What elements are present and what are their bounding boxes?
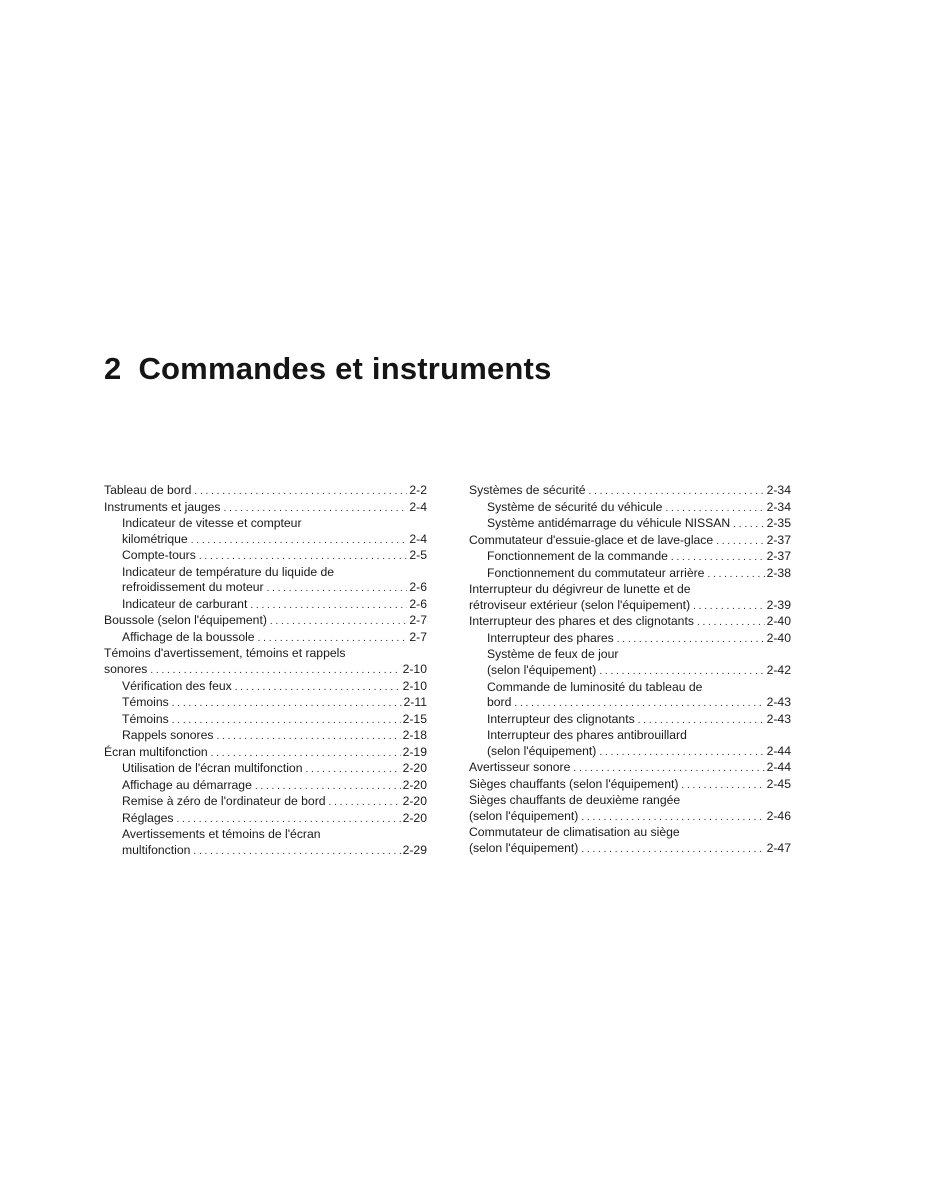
- dot-leader: [599, 744, 764, 761]
- toc-entry[interactable]: [469, 825, 791, 857]
- toc-page-number: 2-7: [409, 613, 427, 628]
- toc-entry-title: Interrupteur des phares antibrouillard: [487, 728, 687, 743]
- toc-page-number: 2-5: [409, 548, 427, 563]
- toc-entry[interactable]: [469, 483, 791, 500]
- toc-entry-title: multifonction: [122, 843, 191, 858]
- toc-entry-line: [487, 663, 791, 680]
- dot-leader: [194, 483, 407, 500]
- dot-leader: [191, 532, 408, 549]
- toc-entry-title: Fonctionnement de la commande: [487, 549, 668, 564]
- toc-page-number: 2-20: [402, 810, 427, 825]
- toc-entry-title: Témoins d'avertissement, témoins et rappels: [104, 646, 346, 661]
- toc-entry-title: Compte-tours: [122, 548, 196, 563]
- toc-entry[interactable]: [469, 614, 791, 631]
- toc-page-number: 2-34: [766, 499, 791, 514]
- toc-entry-line: [487, 695, 791, 712]
- toc-entry-title: Vérification des feux: [122, 678, 232, 693]
- dot-leader: [258, 630, 408, 647]
- toc-entry-title: Réglages: [122, 810, 174, 825]
- toc-entry-line: [469, 841, 791, 858]
- dot-leader: [172, 712, 401, 729]
- toc-entry-line: [122, 565, 427, 581]
- toc-entry-line: [104, 745, 427, 762]
- toc-entry[interactable]: [469, 533, 791, 550]
- toc-page-number: 2-6: [409, 596, 427, 611]
- dot-leader: [573, 760, 764, 777]
- dot-leader: [224, 500, 408, 517]
- toc-entry-title: Témoins: [122, 695, 169, 710]
- toc-entry[interactable]: [469, 777, 791, 794]
- toc-entry-title: (selon l'équipement): [487, 663, 597, 678]
- toc-subentry[interactable]: [469, 680, 791, 712]
- dot-leader: [514, 695, 764, 712]
- toc-entry-line: [487, 516, 791, 533]
- chapter-title: [104, 351, 552, 387]
- toc-entry-line: [122, 580, 427, 597]
- toc-entry-line: [122, 778, 427, 795]
- toc-entry-title: Système de feux de jour: [487, 647, 619, 662]
- toc-entry-line: [104, 646, 427, 662]
- toc-entry-title: Interrupteur des phares et des clignotants: [469, 614, 694, 629]
- toc-page-number: 2-37: [766, 549, 791, 564]
- toc-subentry[interactable]: [469, 728, 791, 760]
- toc-subentry[interactable]: [104, 679, 427, 696]
- toc-entry-line: [122, 695, 427, 712]
- toc-entry-line: [122, 827, 427, 843]
- dot-leader: [707, 566, 764, 583]
- toc-entry-title: Tableau de bord: [104, 483, 192, 497]
- toc-entry-line: [104, 662, 427, 679]
- toc-entry-title: bord: [487, 695, 512, 710]
- toc-entry-line: [487, 744, 791, 761]
- toc-entry-line: [469, 760, 791, 777]
- toc-page-number: 2-34: [766, 483, 791, 497]
- dot-leader: [665, 500, 764, 517]
- toc-subentry[interactable]: [469, 566, 791, 583]
- toc-page-number: 2-11: [403, 695, 427, 710]
- dot-leader: [255, 778, 401, 795]
- toc-entry-line: [122, 679, 427, 696]
- toc-entry-line: [122, 516, 427, 532]
- dot-leader: [716, 533, 764, 550]
- toc-subentry[interactable]: [104, 794, 427, 811]
- dot-leader: [693, 598, 764, 615]
- chapter-number: 2: [104, 351, 122, 386]
- toc-entry-title: Commutateur de climatisation au siège: [469, 825, 680, 840]
- dot-leader: [581, 841, 764, 858]
- dot-leader: [250, 597, 407, 614]
- toc-entry[interactable]: [104, 613, 427, 630]
- dot-leader: [211, 745, 401, 762]
- toc-subentry[interactable]: [469, 549, 791, 566]
- toc-subentry[interactable]: [469, 712, 791, 729]
- toc-entry-title: Affichage de la boussole: [122, 629, 255, 644]
- toc-entry-title: Affichage au démarrage: [122, 777, 252, 792]
- toc-entry-line: [469, 582, 791, 598]
- chapter-title-text: Commandes et instruments: [138, 351, 552, 386]
- dot-leader: [638, 712, 765, 729]
- toc-subentry[interactable]: [104, 827, 427, 859]
- toc-entry-line: [104, 613, 427, 630]
- toc-page-number: 2-4: [409, 531, 427, 546]
- toc-entry-title: Interrupteur des phares: [487, 630, 614, 645]
- toc-page-number: 2-20: [402, 777, 427, 792]
- dot-leader: [199, 548, 408, 565]
- dot-leader: [193, 843, 400, 860]
- toc-entry-line: [122, 712, 427, 729]
- toc-entry-title: Rappels sonores: [122, 728, 214, 743]
- dot-leader: [697, 614, 765, 631]
- dot-leader: [172, 695, 402, 712]
- toc-page-number: 2-29: [402, 843, 427, 858]
- toc-entry[interactable]: [104, 500, 427, 517]
- toc-entry-line: [104, 500, 427, 517]
- toc-entry-title: Avertissements et témoins de l'écran: [122, 827, 321, 842]
- toc-subentry[interactable]: [104, 778, 427, 795]
- toc-entry-title: kilométrique: [122, 531, 188, 546]
- toc-page-number: 2-43: [766, 695, 791, 710]
- toc-entry-title: refroidissement du moteur: [122, 580, 264, 595]
- toc-page-number: 2-4: [409, 499, 427, 514]
- toc-entry[interactable]: [469, 760, 791, 777]
- toc-column-left: [104, 483, 427, 860]
- dot-leader: [177, 811, 401, 828]
- toc-page-number: 2-43: [766, 711, 791, 726]
- toc-entry-title: (selon l'équipement): [469, 841, 579, 856]
- toc-entry-line: [487, 680, 791, 696]
- toc-page-number: 2-45: [766, 776, 791, 791]
- toc-subentry[interactable]: [469, 631, 791, 648]
- toc-entry-title: (selon l'équipement): [487, 743, 597, 758]
- dot-leader: [671, 549, 765, 566]
- toc-page-number: 2-44: [766, 743, 791, 758]
- toc-entry-line: [487, 549, 791, 566]
- toc-subentry[interactable]: [104, 811, 427, 828]
- toc-page-number: 2-15: [402, 711, 427, 726]
- toc-entry-title: Témoins: [122, 711, 169, 726]
- toc-subentry[interactable]: [104, 728, 427, 745]
- toc-entry-title: rétroviseur extérieur (selon l'équipement): [469, 597, 691, 612]
- toc-page-number: 2-40: [766, 630, 791, 645]
- toc-entry[interactable]: [469, 582, 791, 614]
- toc-entry-line: [487, 728, 791, 744]
- dot-leader: [306, 761, 401, 778]
- toc-page-number: 2-39: [766, 597, 791, 612]
- toc-entry-line: [469, 825, 791, 841]
- toc-subentry[interactable]: [104, 761, 427, 778]
- toc-subentry[interactable]: [469, 500, 791, 517]
- dot-leader: [617, 631, 765, 648]
- toc-entry-line: [487, 566, 791, 583]
- toc-entry-title: Commutateur d'essuie-glace et de lave-glace: [469, 532, 714, 547]
- toc-entry-line: [469, 793, 791, 809]
- dot-leader: [599, 663, 764, 680]
- dot-leader: [150, 662, 400, 679]
- toc-entry-title: Interrupteur des clignotants: [487, 711, 635, 726]
- toc-subentry[interactable]: [104, 516, 427, 548]
- toc-page-number: 2-46: [766, 808, 791, 823]
- toc-entry-title: Avertisseur sonore: [469, 760, 571, 775]
- toc-entry-line: [487, 647, 791, 663]
- toc-entry-title: Système de sécurité du véhicule: [487, 499, 663, 514]
- toc-entry-title: Instruments et jauges: [104, 499, 221, 514]
- toc-page-number: 2-2: [409, 483, 427, 497]
- toc-entry-line: [122, 728, 427, 745]
- toc-page-number: 2-38: [766, 565, 791, 580]
- toc-entry-line: [122, 843, 427, 860]
- toc-page-number: 2-6: [409, 580, 427, 595]
- toc-entry-line: [469, 809, 791, 826]
- toc-entry-line: [487, 631, 791, 648]
- toc-entry-line: [122, 761, 427, 778]
- toc-entry[interactable]: [469, 793, 791, 825]
- toc-page-number: 2-40: [766, 614, 791, 629]
- toc-entry-line: [122, 794, 427, 811]
- toc-subentry[interactable]: [104, 597, 427, 614]
- toc-entry-line: [122, 548, 427, 565]
- toc-page-number: 2-37: [766, 532, 791, 547]
- toc-entry-line: [487, 500, 791, 517]
- dot-leader: [681, 777, 764, 794]
- toc-entry-line: [104, 483, 427, 500]
- toc-subentry[interactable]: [469, 516, 791, 533]
- toc-subentry[interactable]: [104, 630, 427, 647]
- toc-entry-title: (selon l'équipement): [469, 808, 579, 823]
- toc-entry-title: Remise à zéro de l'ordinateur de bord: [122, 794, 326, 809]
- toc-entry-line: [122, 630, 427, 647]
- toc-entry-line: [469, 483, 791, 500]
- toc-entry-title: Système antidémarrage du véhicule NISSAN: [487, 516, 731, 531]
- toc-subentry[interactable]: [104, 548, 427, 565]
- toc-subentry[interactable]: [104, 695, 427, 712]
- dot-leader: [329, 794, 401, 811]
- toc-subentry[interactable]: [469, 647, 791, 679]
- toc-page-number: 2-19: [402, 744, 427, 759]
- toc-entry-line: [469, 614, 791, 631]
- toc-entry-title: Sièges chauffants de deuxième rangée: [469, 793, 681, 808]
- toc-entry-line: [122, 597, 427, 614]
- toc-entry-title: Indicateur de carburant: [122, 596, 248, 611]
- toc-subentry[interactable]: [104, 712, 427, 729]
- toc-entry-line: [487, 712, 791, 729]
- toc-entry-line: [122, 532, 427, 549]
- toc-entry-title: Commande de luminosité du tableau de: [487, 679, 703, 694]
- toc-entry-line: [469, 533, 791, 550]
- dot-leader: [216, 728, 400, 745]
- toc-entry[interactable]: [104, 646, 427, 678]
- toc-entry-title: Boussole (selon l'équipement): [104, 613, 267, 628]
- toc-entry[interactable]: [104, 483, 427, 500]
- toc-page-number: 2-10: [402, 662, 427, 677]
- toc-entry-line: [469, 777, 791, 794]
- toc-entry-line: [469, 598, 791, 615]
- toc-page-number: 2-10: [402, 678, 427, 693]
- dot-leader: [235, 679, 401, 696]
- toc-entry-title: Indicateur de vitesse et compteur: [122, 516, 302, 531]
- toc-subentry[interactable]: [104, 565, 427, 597]
- toc-entry[interactable]: [104, 745, 427, 762]
- toc-entry-title: Fonctionnement du commutateur arrière: [487, 565, 705, 580]
- toc-page-number: 2-7: [409, 629, 427, 644]
- toc-page-number: 2-47: [766, 841, 791, 856]
- toc-page-number: 2-20: [402, 761, 427, 776]
- toc-entry-title: Interrupteur du dégivreur de lunette et de: [469, 582, 691, 597]
- toc-entry-line: [122, 811, 427, 828]
- dot-leader: [589, 483, 765, 500]
- toc-entry-title: Utilisation de l'écran multifonction: [122, 761, 303, 776]
- dot-leader: [267, 580, 408, 597]
- toc-entry-title: sonores: [104, 662, 148, 677]
- dot-leader: [270, 613, 407, 630]
- dot-leader: [581, 809, 764, 826]
- toc-page-number: 2-44: [766, 760, 791, 775]
- toc-entry-title: Écran multifonction: [104, 744, 208, 759]
- toc-page-number: 2-42: [766, 663, 791, 678]
- dot-leader: [733, 516, 764, 533]
- toc-entry-title: Indicateur de température du liquide de: [122, 564, 335, 579]
- toc-page-number: 2-35: [766, 516, 791, 531]
- toc-entry-title: Systèmes de sécurité: [469, 483, 586, 497]
- toc-entry-title: Sièges chauffants (selon l'équipement): [469, 776, 679, 791]
- toc-page-number: 2-20: [402, 794, 427, 809]
- toc-column-right: [469, 483, 791, 858]
- toc-page-number: 2-18: [402, 728, 427, 743]
